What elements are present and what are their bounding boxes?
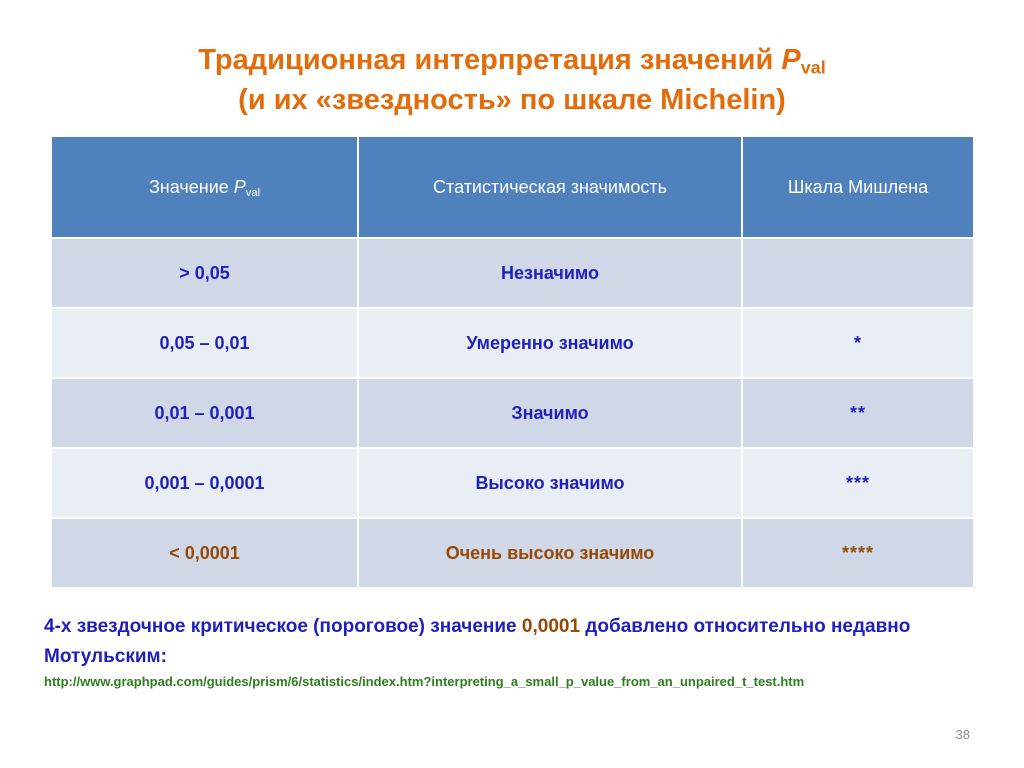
cell-significance: Умеренно значимо: [358, 308, 742, 378]
table-row: [51, 448, 974, 518]
header-significance: Статистическая значимость: [358, 136, 742, 238]
table-row: [51, 238, 974, 308]
header-michelin: Шкала Мишлена: [742, 136, 974, 238]
cell-significance: Значимо: [358, 378, 742, 448]
cell-pvalue: > 0,05: [51, 238, 358, 308]
cell-pvalue: < 0,0001: [51, 518, 358, 588]
title-p-symbol: P: [781, 44, 801, 76]
title-line-2: (и их «звездность» по шкале Michelin): [238, 84, 786, 116]
cell-stars: [742, 238, 974, 308]
header-pvalue: Значение $P_{val}$: [51, 136, 358, 238]
table-row: [51, 378, 974, 448]
cell-pvalue: 0,01 – 0,001: [51, 378, 358, 448]
threshold-value: 0,0001: [521, 616, 581, 637]
cell-pvalue: 0,001 – 0,0001: [51, 448, 358, 518]
cell-significance: Очень высоко значимо: [358, 518, 742, 588]
cell-significance: Незначимо: [358, 238, 742, 308]
table-header-row: [51, 136, 974, 238]
cell-stars: *: [742, 308, 974, 378]
source-link[interactable]: http://www.graphpad.com/guides/prism/6/statistics/index.htm?interpreting_a_small_p_value_from_an_unpaired_t_test.htm: [44, 674, 805, 689]
page-number: 38: [955, 727, 970, 742]
interpretation-table: [50, 135, 975, 589]
footnote: 4-х звездочное критическое (пороговое) значение 0,0001 добавлено относительно недавно Мотульским:: [44, 616, 911, 667]
table-row: [51, 308, 974, 378]
cell-significance: Высоко значимо: [358, 448, 742, 518]
table-row: [51, 518, 974, 588]
title-line-1: Традиционная интерпретация значений $P_{val}$: [198, 44, 826, 78]
cell-pvalue: 0,05 – 0,01: [51, 308, 358, 378]
cell-stars: ****: [742, 518, 974, 588]
cell-stars: **: [742, 378, 974, 448]
cell-stars: ***: [742, 448, 974, 518]
slide-title: [0, 40, 1024, 120]
title-p-subscript: val: [800, 57, 826, 78]
